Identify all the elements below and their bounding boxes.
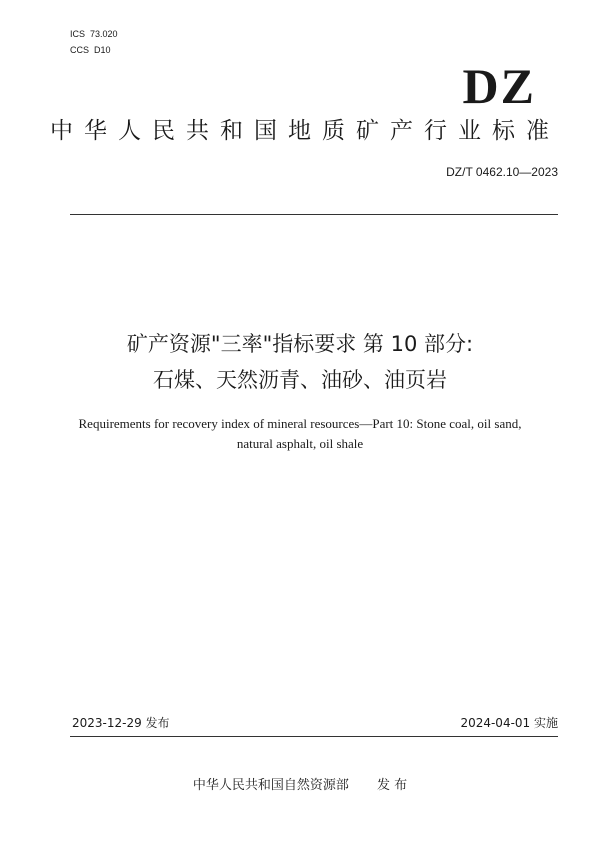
issue-date: 2023-12-29 发布 — [72, 716, 170, 730]
ics-code: ICS 73.020 — [70, 29, 118, 39]
bottom-divider — [70, 736, 558, 737]
issuer-name: 中华人民共和国自然资源部 — [192, 778, 349, 793]
title-chinese-line-2: 石煤、天然沥青、油砂、油页岩 — [153, 368, 447, 392]
title-english-line-1: Requirements for recovery index of mineral resources—Part 10: Stone coal, oil sand, — [78, 416, 522, 431]
implementation-date: 2024-04-01 实施 — [460, 716, 558, 730]
ccs-code: CCS D10 — [70, 45, 111, 55]
title-english-line-2: natural asphalt, oil shale — [236, 436, 364, 451]
issuer-action: 发 布 — [376, 778, 408, 793]
title-chinese-line-1: 矿产资源"三率"指标要求 第 10 部分: — [126, 332, 474, 356]
top-divider — [70, 214, 558, 215]
standard-type-heading: 中华人民共和国地质矿产行业标准 — [50, 118, 560, 144]
issuer-line — [0, 777, 600, 795]
dz-logo: DZ — [462, 58, 536, 114]
standard-number: DZ/T 0462.10—2023 — [446, 165, 558, 179]
